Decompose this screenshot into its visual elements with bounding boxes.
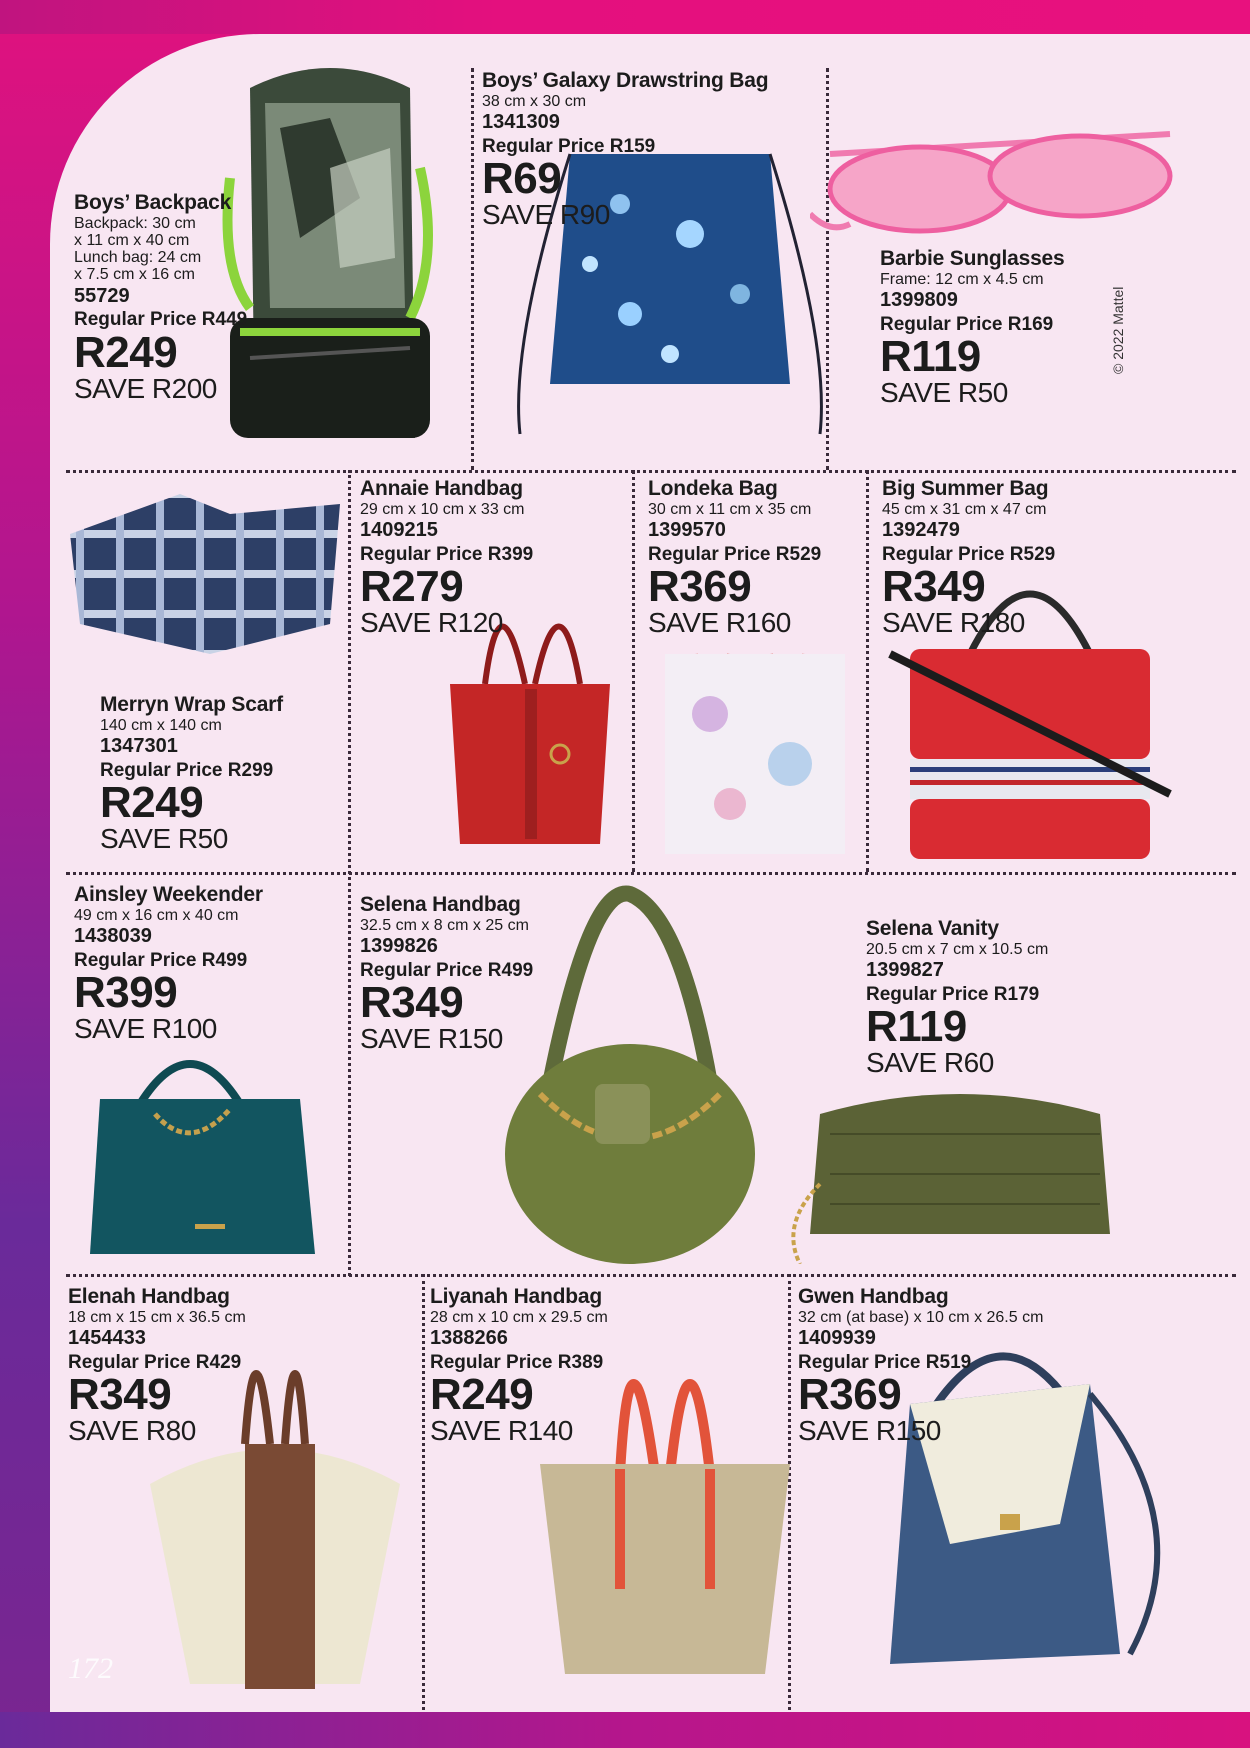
product-code: 1388266: [430, 1326, 508, 1349]
product-dims: 28 cm x 10 cm x 29.5 cm: [430, 1308, 608, 1326]
product-code: 1438039: [74, 924, 152, 947]
product-dims: Lunch bag: 24 cm: [74, 249, 202, 267]
product-code: 1399826: [360, 934, 438, 957]
product-annaie-handbag: [360, 478, 620, 638]
product-name: Boys’ Backpack: [74, 191, 232, 214]
product-name: Selena Handbag: [360, 893, 521, 916]
regular-price: Regular Price R499: [74, 949, 248, 971]
save-amount: SAVE R80: [68, 1415, 196, 1447]
divider-col-d: [632, 470, 635, 872]
product-galaxy-drawstring-bag: [482, 70, 822, 230]
regular-price: Regular Price R179: [866, 983, 1040, 1005]
product-dims: 45 cm x 31 cm x 47 cm: [882, 500, 1047, 518]
sale-price: R119: [880, 332, 981, 382]
sale-price: R399: [74, 968, 178, 1018]
save-amount: SAVE R160: [648, 607, 791, 639]
save-amount: SAVE R150: [798, 1415, 941, 1447]
save-amount: SAVE R140: [430, 1415, 573, 1447]
regular-price: Regular Price R499: [360, 959, 534, 981]
sale-price: R349: [882, 562, 986, 612]
regular-price: Regular Price R449: [74, 309, 248, 331]
product-dims: 29 cm x 10 cm x 33 cm: [360, 500, 525, 518]
product-name: Ainsley Weekender: [74, 883, 263, 906]
regular-price: Regular Price R169: [880, 313, 1054, 335]
regular-price: Regular Price R429: [68, 1351, 242, 1373]
product-dims: 38 cm x 30 cm: [482, 92, 587, 110]
product-dims: 30 cm x 11 cm x 35 cm: [648, 500, 812, 518]
barbie-sunglasses-image: [810, 104, 1190, 254]
product-selena-vanity: [866, 918, 1146, 1078]
copyright-notice: © 2022 Mattel: [1110, 286, 1126, 374]
product-code: 55729: [74, 284, 130, 307]
sale-price: R349: [68, 1370, 172, 1420]
save-amount: SAVE R100: [74, 1013, 217, 1045]
product-dims: Backpack: 30 cm: [74, 214, 196, 232]
product-code: 1399809: [880, 288, 958, 311]
save-amount: SAVE R180: [882, 607, 1025, 639]
selena-vanity-image: [760, 1074, 1160, 1264]
product-gwen-handbag: [798, 1286, 1138, 1446]
sale-price: R249: [430, 1370, 534, 1420]
regular-price: Regular Price R529: [882, 543, 1056, 565]
sale-price: R69: [482, 154, 562, 204]
product-dims: 20.5 cm x 7 cm x 10.5 cm: [866, 940, 1049, 958]
product-dims: 140 cm x 140 cm: [100, 716, 222, 734]
divider-col-a: [471, 68, 474, 470]
ainsley-weekender-image: [80, 1044, 330, 1269]
product-selena-handbag: [360, 894, 600, 1054]
product-barbie-sunglasses: [880, 248, 1130, 408]
save-amount: SAVE R200: [74, 372, 217, 404]
product-code: 1341309: [482, 110, 560, 133]
product-name: Selena Vanity: [866, 917, 999, 940]
product-merryn-wrap-scarf: [100, 694, 330, 854]
save-amount: SAVE R150: [360, 1023, 503, 1055]
top-pink-band: [0, 0, 1250, 34]
product-elenah-handbag: [68, 1286, 328, 1446]
divider-row-3: [66, 1274, 1236, 1277]
sale-price: R279: [360, 562, 464, 612]
product-code: 1399570: [648, 518, 726, 541]
product-big-summer-bag: [882, 478, 1102, 638]
product-dims: 32.5 cm x 8 cm x 25 cm: [360, 916, 529, 934]
product-liyanah-handbag: [430, 1286, 690, 1446]
product-ainsley-weekender: [74, 884, 334, 1044]
save-amount: SAVE R60: [866, 1047, 994, 1079]
sale-price: R369: [798, 1370, 902, 1420]
regular-price: Regular Price R529: [648, 543, 822, 565]
divider-col-f: [422, 1274, 425, 1710]
product-name: Big Summer Bag: [882, 477, 1049, 500]
product-code: 1409939: [798, 1326, 876, 1349]
save-amount: SAVE R50: [100, 823, 228, 855]
save-amount: SAVE R50: [880, 377, 1008, 409]
product-name: Barbie Sunglasses: [880, 247, 1065, 270]
product-dims: x 7.5 cm x 16 cm: [74, 266, 195, 284]
londeka-bag-image: [650, 634, 860, 864]
page-number: 172: [68, 1652, 113, 1685]
sale-price: R249: [100, 778, 204, 828]
product-code: 1392479: [882, 518, 960, 541]
sale-price: R249: [74, 327, 178, 377]
sale-price: R119: [866, 1002, 967, 1052]
save-amount: SAVE R120: [360, 607, 503, 639]
product-code: 1399827: [866, 958, 944, 981]
divider-col-e: [866, 470, 869, 872]
regular-price: Regular Price R389: [430, 1351, 604, 1373]
product-dims: 18 cm x 15 cm x 36.5 cm: [68, 1308, 246, 1326]
product-code: 1454433: [68, 1326, 146, 1349]
product-dims: 32 cm (at base) x 10 cm x 26.5 cm: [798, 1308, 1044, 1326]
regular-price: Regular Price R399: [360, 543, 534, 565]
product-name: Elenah Handbag: [68, 1285, 230, 1308]
product-londeka-bag: [648, 478, 863, 638]
product-code: 1347301: [100, 734, 178, 757]
merryn-scarf-image: [60, 474, 350, 664]
regular-price: Regular Price R299: [100, 759, 274, 781]
product-name: Merryn Wrap Scarf: [100, 693, 283, 716]
catalogue-page: [50, 34, 1250, 1712]
sale-price: R369: [648, 562, 752, 612]
product-code: 1409215: [360, 518, 438, 541]
sale-price: R349: [360, 978, 464, 1028]
product-dims: 49 cm x 16 cm x 40 cm: [74, 906, 239, 924]
regular-price: Regular Price R519: [798, 1351, 972, 1373]
save-amount: SAVE R90: [482, 199, 610, 231]
product-dims: Frame: 12 cm x 4.5 cm: [880, 270, 1044, 288]
divider-row-1: [66, 470, 1236, 473]
bottom-gradient-band: [0, 1712, 1250, 1748]
product-name: Boys’ Galaxy Drawstring Bag: [482, 69, 769, 92]
product-dims: x 11 cm x 40 cm: [74, 231, 190, 249]
product-name: Liyanah Handbag: [430, 1285, 603, 1308]
product-name: Annaie Handbag: [360, 477, 523, 500]
product-name: Gwen Handbag: [798, 1285, 949, 1308]
regular-price: Regular Price R159: [482, 135, 656, 157]
product-boys-backpack: [74, 192, 264, 404]
product-name: Londeka Bag: [648, 477, 778, 500]
